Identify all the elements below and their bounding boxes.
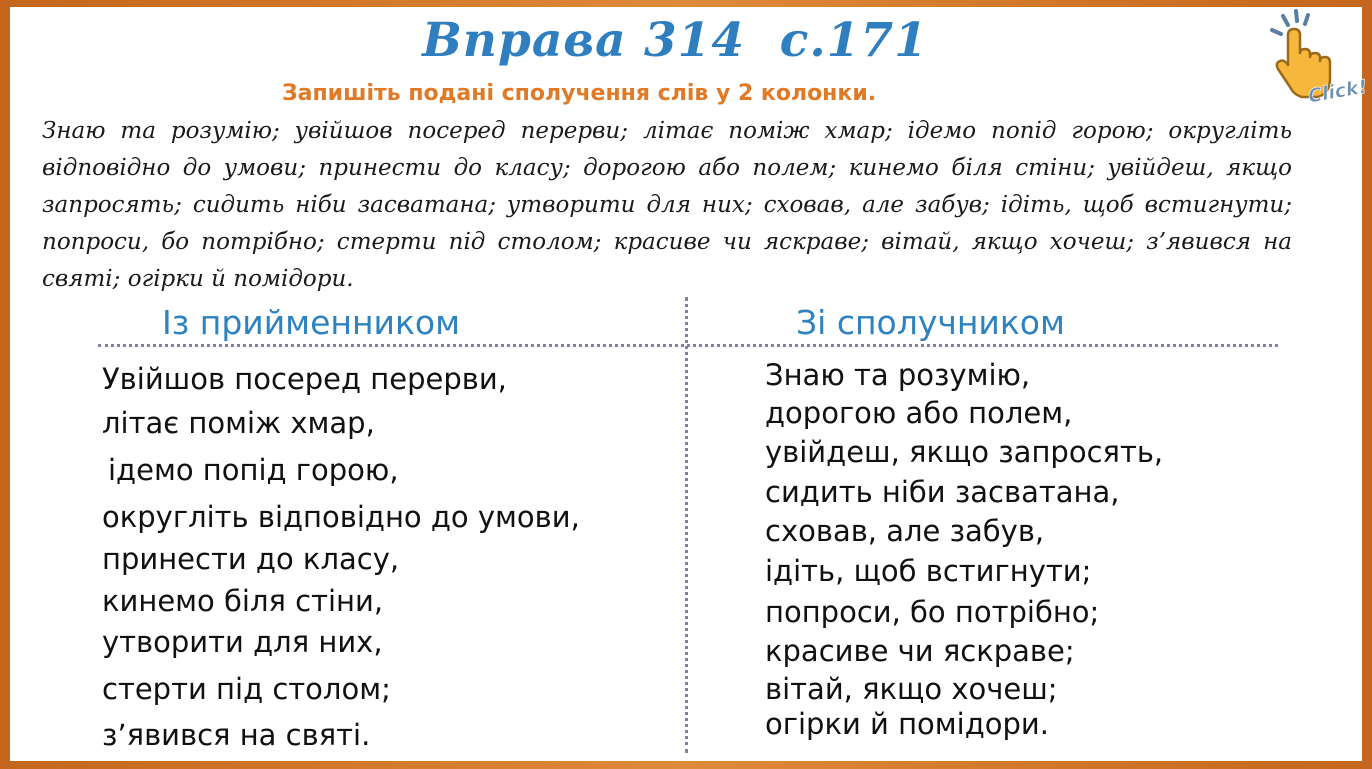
- right-list-item: увійдеш, якщо запросять,: [765, 435, 1164, 469]
- instruction-text: Запишіть подані сполучення слів у 2 колонки.: [282, 81, 877, 106]
- left-list-item: кинемо біля стіни,: [102, 584, 384, 618]
- column-header-prepositions: Із прийменником: [162, 303, 460, 342]
- left-list-item: принести до класу,: [102, 542, 400, 576]
- left-list-item: Увійшов посеред перерви,: [102, 362, 507, 396]
- left-list-item: округліть відповідно до умови,: [102, 500, 580, 534]
- hand-pointer-click-icon[interactable]: [1250, 5, 1369, 108]
- task-text: Знаю та розумію; увійшов посеред перерви; літає поміж хмар; ідемо попід горою; округліть відповідно до умови; принести до класу; дорогою або полем; кинемо біля стіни; увійдеш, якщо запросять; сидить ніби засватана; утворити для них; сховав, але забув; ідіть, щоб встигнути; попроси, бо потрібно; стерти під столом; красиве чи яскраве; вітай, якщо хочеш; з’явився на святі; огірки й помідори.: [42, 118, 1292, 292]
- right-list-item: дорогою або полем,: [765, 396, 1073, 430]
- slide: [10, 7, 1369, 761]
- vertical-divider: [685, 297, 688, 753]
- horizontal-divider: [98, 344, 1278, 347]
- left-list-item: з’явився на святі.: [102, 718, 371, 752]
- left-list-item: літає поміж хмар,: [102, 406, 375, 440]
- right-list-item: огірки й помідори.: [765, 707, 1049, 741]
- column-header-conjunctions: Зі сполучником: [796, 303, 1065, 342]
- left-list-item: ідемо попід горою,: [108, 453, 399, 487]
- exercise-title: Вправа 314 с.171: [422, 13, 928, 68]
- right-list-item: Знаю та розумію,: [765, 358, 1031, 392]
- right-list-item: сховав, але забув,: [765, 514, 1045, 548]
- right-list-item: ідіть, щоб встигнути;: [765, 554, 1092, 588]
- click-label: Click!: [1306, 75, 1369, 108]
- right-list-item: красиве чи яскраве;: [765, 634, 1075, 668]
- right-list-item: вітай, якщо хочеш;: [765, 672, 1058, 706]
- right-list-item: сидить ніби засватана,: [765, 475, 1120, 509]
- left-list-item: утворити для них,: [102, 625, 383, 659]
- right-list-item: попроси, бо потрібно;: [765, 595, 1100, 629]
- left-list-item: стерти під столом;: [102, 672, 391, 706]
